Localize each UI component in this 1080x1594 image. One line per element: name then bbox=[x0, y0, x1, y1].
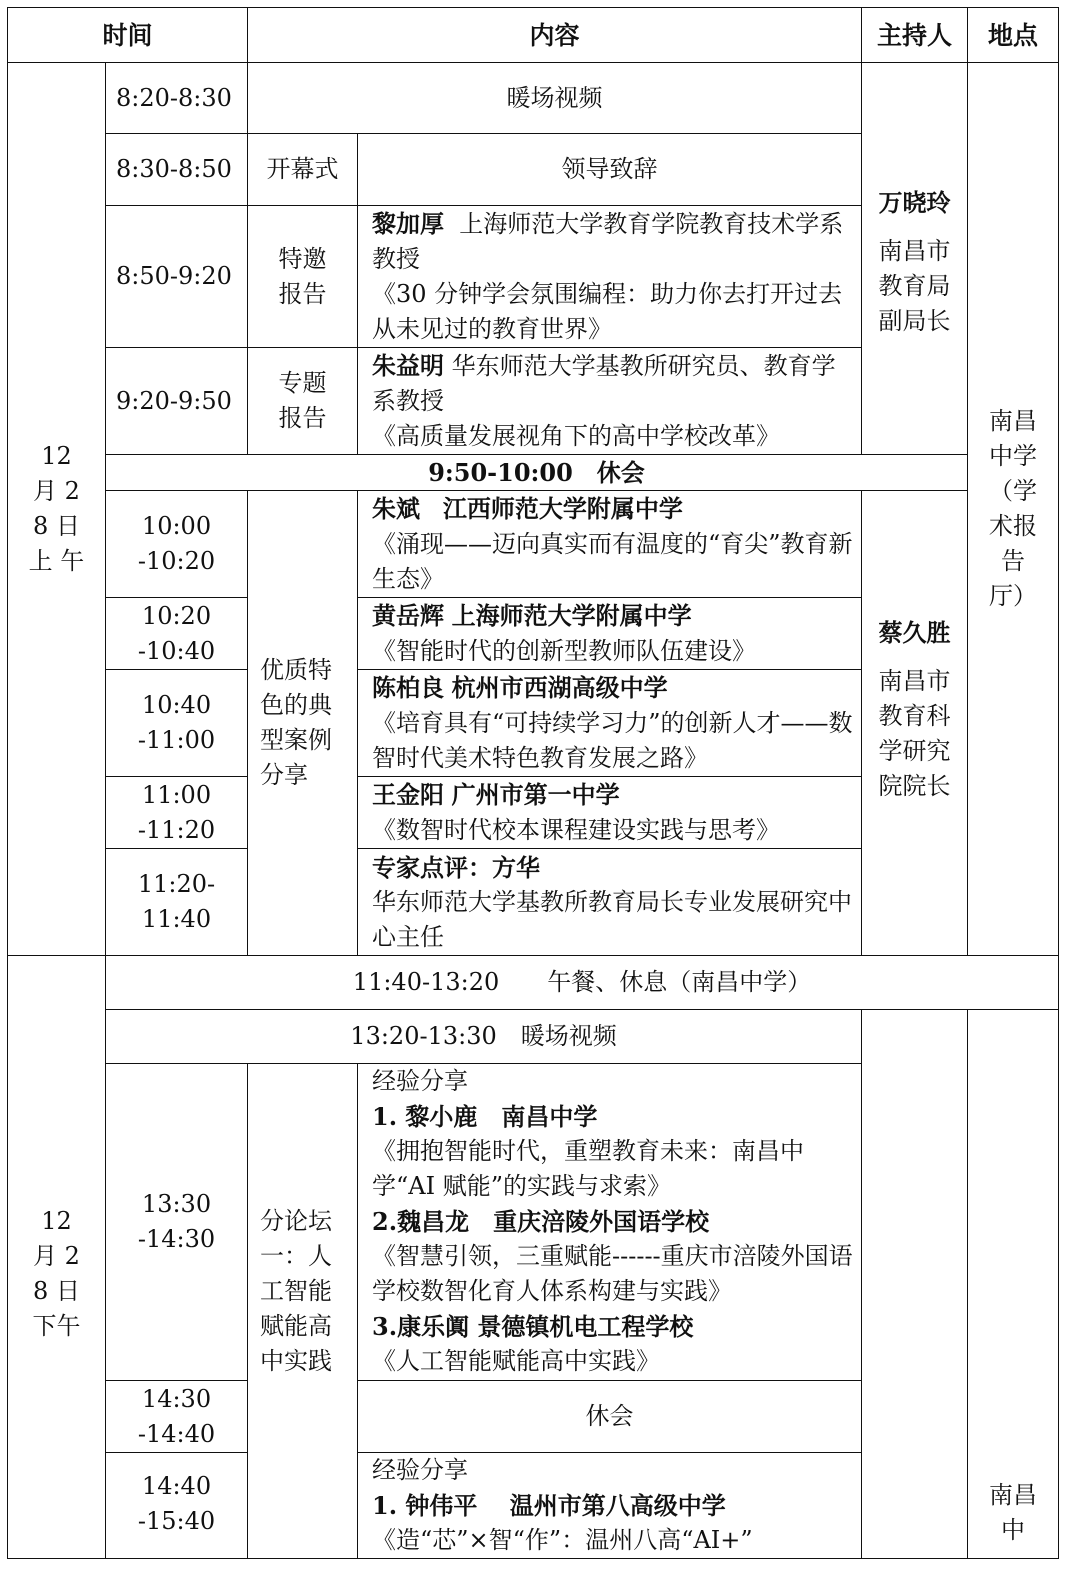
share-title: 《人工智能赋能高中实践》 bbox=[372, 1347, 661, 1375]
afternoon-break: 休会 bbox=[358, 1381, 862, 1453]
experience-share-2 bbox=[358, 1453, 862, 1559]
afternoon-date-cell bbox=[8, 956, 106, 1559]
afternoon-date: 12 月 28 日 下午 bbox=[32, 1207, 81, 1340]
keynote-affiliation: 上海师范大学教育学院教育技术学系教授 bbox=[372, 210, 844, 273]
special-content bbox=[358, 348, 862, 455]
time-cell: 8:20-8:30 bbox=[106, 63, 248, 134]
table-header-row bbox=[8, 8, 1059, 63]
header-host: 主持人 bbox=[862, 8, 968, 63]
morning-date: 12 月 28 日 上 午 bbox=[28, 442, 85, 575]
section-heading: 经验分享 bbox=[372, 1067, 469, 1095]
special-speaker: 朱益明 bbox=[372, 351, 445, 380]
forum-label-cell bbox=[248, 1064, 358, 1559]
section-heading: 经验分享 bbox=[372, 1456, 469, 1484]
host-title: 南昌市教育科学研究院院长 bbox=[878, 667, 951, 800]
expert-affiliation: 华东师范大学基教所教育局长专业发展研究中心主任 bbox=[372, 887, 853, 951]
case-speaker: 王金阳 bbox=[372, 780, 445, 809]
time-cell: 10:20 -10:40 bbox=[106, 598, 248, 670]
host-name: 万晓玲 bbox=[878, 188, 951, 217]
case-title: 《培育具有“可持续学习力”的创新人才——数智时代美术特色教育发展之路》 bbox=[372, 709, 853, 772]
expert-review: 专家点评：方华 bbox=[372, 852, 541, 882]
share-speaker: 3.康乐阗 景德镇机电工程学校 bbox=[372, 1312, 694, 1341]
morning-location: 南昌中学（学术报告厅） bbox=[989, 407, 1038, 610]
morning-location-cell bbox=[968, 63, 1059, 956]
header-time: 时间 bbox=[8, 8, 248, 63]
case-speaker: 陈柏良 bbox=[372, 673, 445, 702]
case-speaker: 朱斌 bbox=[372, 494, 421, 523]
share-title: 《拥抱智能时代，重塑教育未来：南昌中学“AI 赋能”的实践与求索》 bbox=[372, 1137, 805, 1200]
share-speaker: 1. 黎小鹿 南昌中学 bbox=[372, 1102, 598, 1131]
table-row bbox=[8, 455, 1059, 491]
time-cell: 10:00 -10:20 bbox=[106, 491, 248, 598]
lunch-break: 11:40-13:20 午餐、休息（南昌中学） bbox=[106, 956, 1059, 1010]
special-label-cell bbox=[248, 348, 358, 455]
keynote-label: 特邀报告 bbox=[278, 244, 327, 308]
morning-date-cell bbox=[8, 63, 106, 956]
share-title: 《智慧引领，三重赋能------重庆市涪陵外国语学校数智化育人体系构建与实践》 bbox=[372, 1242, 853, 1305]
keynote-label-cell bbox=[248, 206, 358, 348]
warmup-video: 暖场视频 bbox=[248, 63, 862, 134]
header-content: 内容 bbox=[248, 8, 862, 63]
case-school: 上海师范大学附属中学 bbox=[451, 601, 692, 630]
special-affiliation: 华东师范大学基教所研究员、教育学系教授 bbox=[372, 352, 836, 415]
time-cell: 8:30-8:50 bbox=[106, 134, 248, 206]
keynote-speaker: 黎加厚 bbox=[372, 209, 445, 238]
case-title: 《智能时代的创新型教师队伍建设》 bbox=[372, 637, 757, 665]
keynote-title: 《30 分钟学会氛围编程：助力你去打开过去从未见过的教育世界》 bbox=[372, 280, 843, 343]
special-title: 《高质量发展视角下的高中学校改革》 bbox=[372, 422, 781, 450]
header-location: 地点 bbox=[968, 8, 1059, 63]
cases-label: 优质特色的典型案例分享 bbox=[260, 656, 333, 789]
case-content bbox=[358, 491, 862, 598]
case-school: 广州市第一中学 bbox=[451, 780, 620, 809]
share-speaker: 2.魏昌龙 重庆涪陵外国语学校 bbox=[372, 1207, 710, 1236]
case-school: 杭州市西湖高级中学 bbox=[451, 673, 668, 702]
forum-label: 分论坛一：人工智能赋能高中实践 bbox=[260, 1207, 333, 1375]
case-title: 《涌现——迈向真实而有温度的“育尖”教育新生态》 bbox=[372, 530, 853, 593]
case-content bbox=[358, 670, 862, 777]
case-content bbox=[358, 777, 862, 849]
afternoon-location: 南昌中 bbox=[989, 1481, 1038, 1544]
host-cell-2 bbox=[862, 491, 968, 956]
opening-text: 领导致辞 bbox=[358, 134, 862, 206]
table-row bbox=[8, 1010, 1059, 1064]
afternoon-location-cell bbox=[968, 1010, 1059, 1559]
case-speaker: 黄岳辉 bbox=[372, 601, 445, 630]
table-row bbox=[8, 63, 1059, 134]
time-cell: 13:30 -14:30 bbox=[106, 1064, 248, 1381]
afternoon-host-cell bbox=[862, 1010, 968, 1559]
host-title: 南昌市教育局副局长 bbox=[878, 237, 951, 335]
time-cell: 8:50-9:20 bbox=[106, 206, 248, 348]
time-cell: 9:20-9:50 bbox=[106, 348, 248, 455]
share-speaker: 1. 钟伟平 温州市第八高级中学 bbox=[372, 1491, 726, 1520]
schedule-table bbox=[7, 7, 1059, 1559]
table-row bbox=[8, 956, 1059, 1010]
morning-break: 9:50-10:00 休会 bbox=[106, 455, 968, 491]
afternoon-warmup: 13:20-13:30 暖场视频 bbox=[106, 1010, 862, 1064]
case-content bbox=[358, 849, 862, 956]
time-cell: 14:30 -14:40 bbox=[106, 1381, 248, 1453]
time-cell: 11:20- 11:40 bbox=[106, 849, 248, 956]
case-title: 《数智时代校本课程建设实践与思考》 bbox=[372, 816, 781, 844]
host-cell-1 bbox=[862, 63, 968, 455]
time-cell: 10:40 -11:00 bbox=[106, 670, 248, 777]
experience-share-1 bbox=[358, 1064, 862, 1381]
keynote-content bbox=[358, 206, 862, 348]
time-cell: 11:00 -11:20 bbox=[106, 777, 248, 849]
opening-label: 开幕式 bbox=[248, 134, 358, 206]
cases-label-cell bbox=[248, 491, 358, 956]
share-title: 《造“芯”×智“作”：温州八高“AI+” bbox=[372, 1526, 753, 1554]
host-name: 蔡久胜 bbox=[878, 618, 951, 647]
case-school: 江西师范大学附属中学 bbox=[442, 494, 683, 523]
case-content bbox=[358, 598, 862, 670]
special-label: 专题报告 bbox=[278, 369, 327, 432]
table-row bbox=[8, 491, 1059, 598]
time-cell: 14:40 -15:40 bbox=[106, 1453, 248, 1559]
